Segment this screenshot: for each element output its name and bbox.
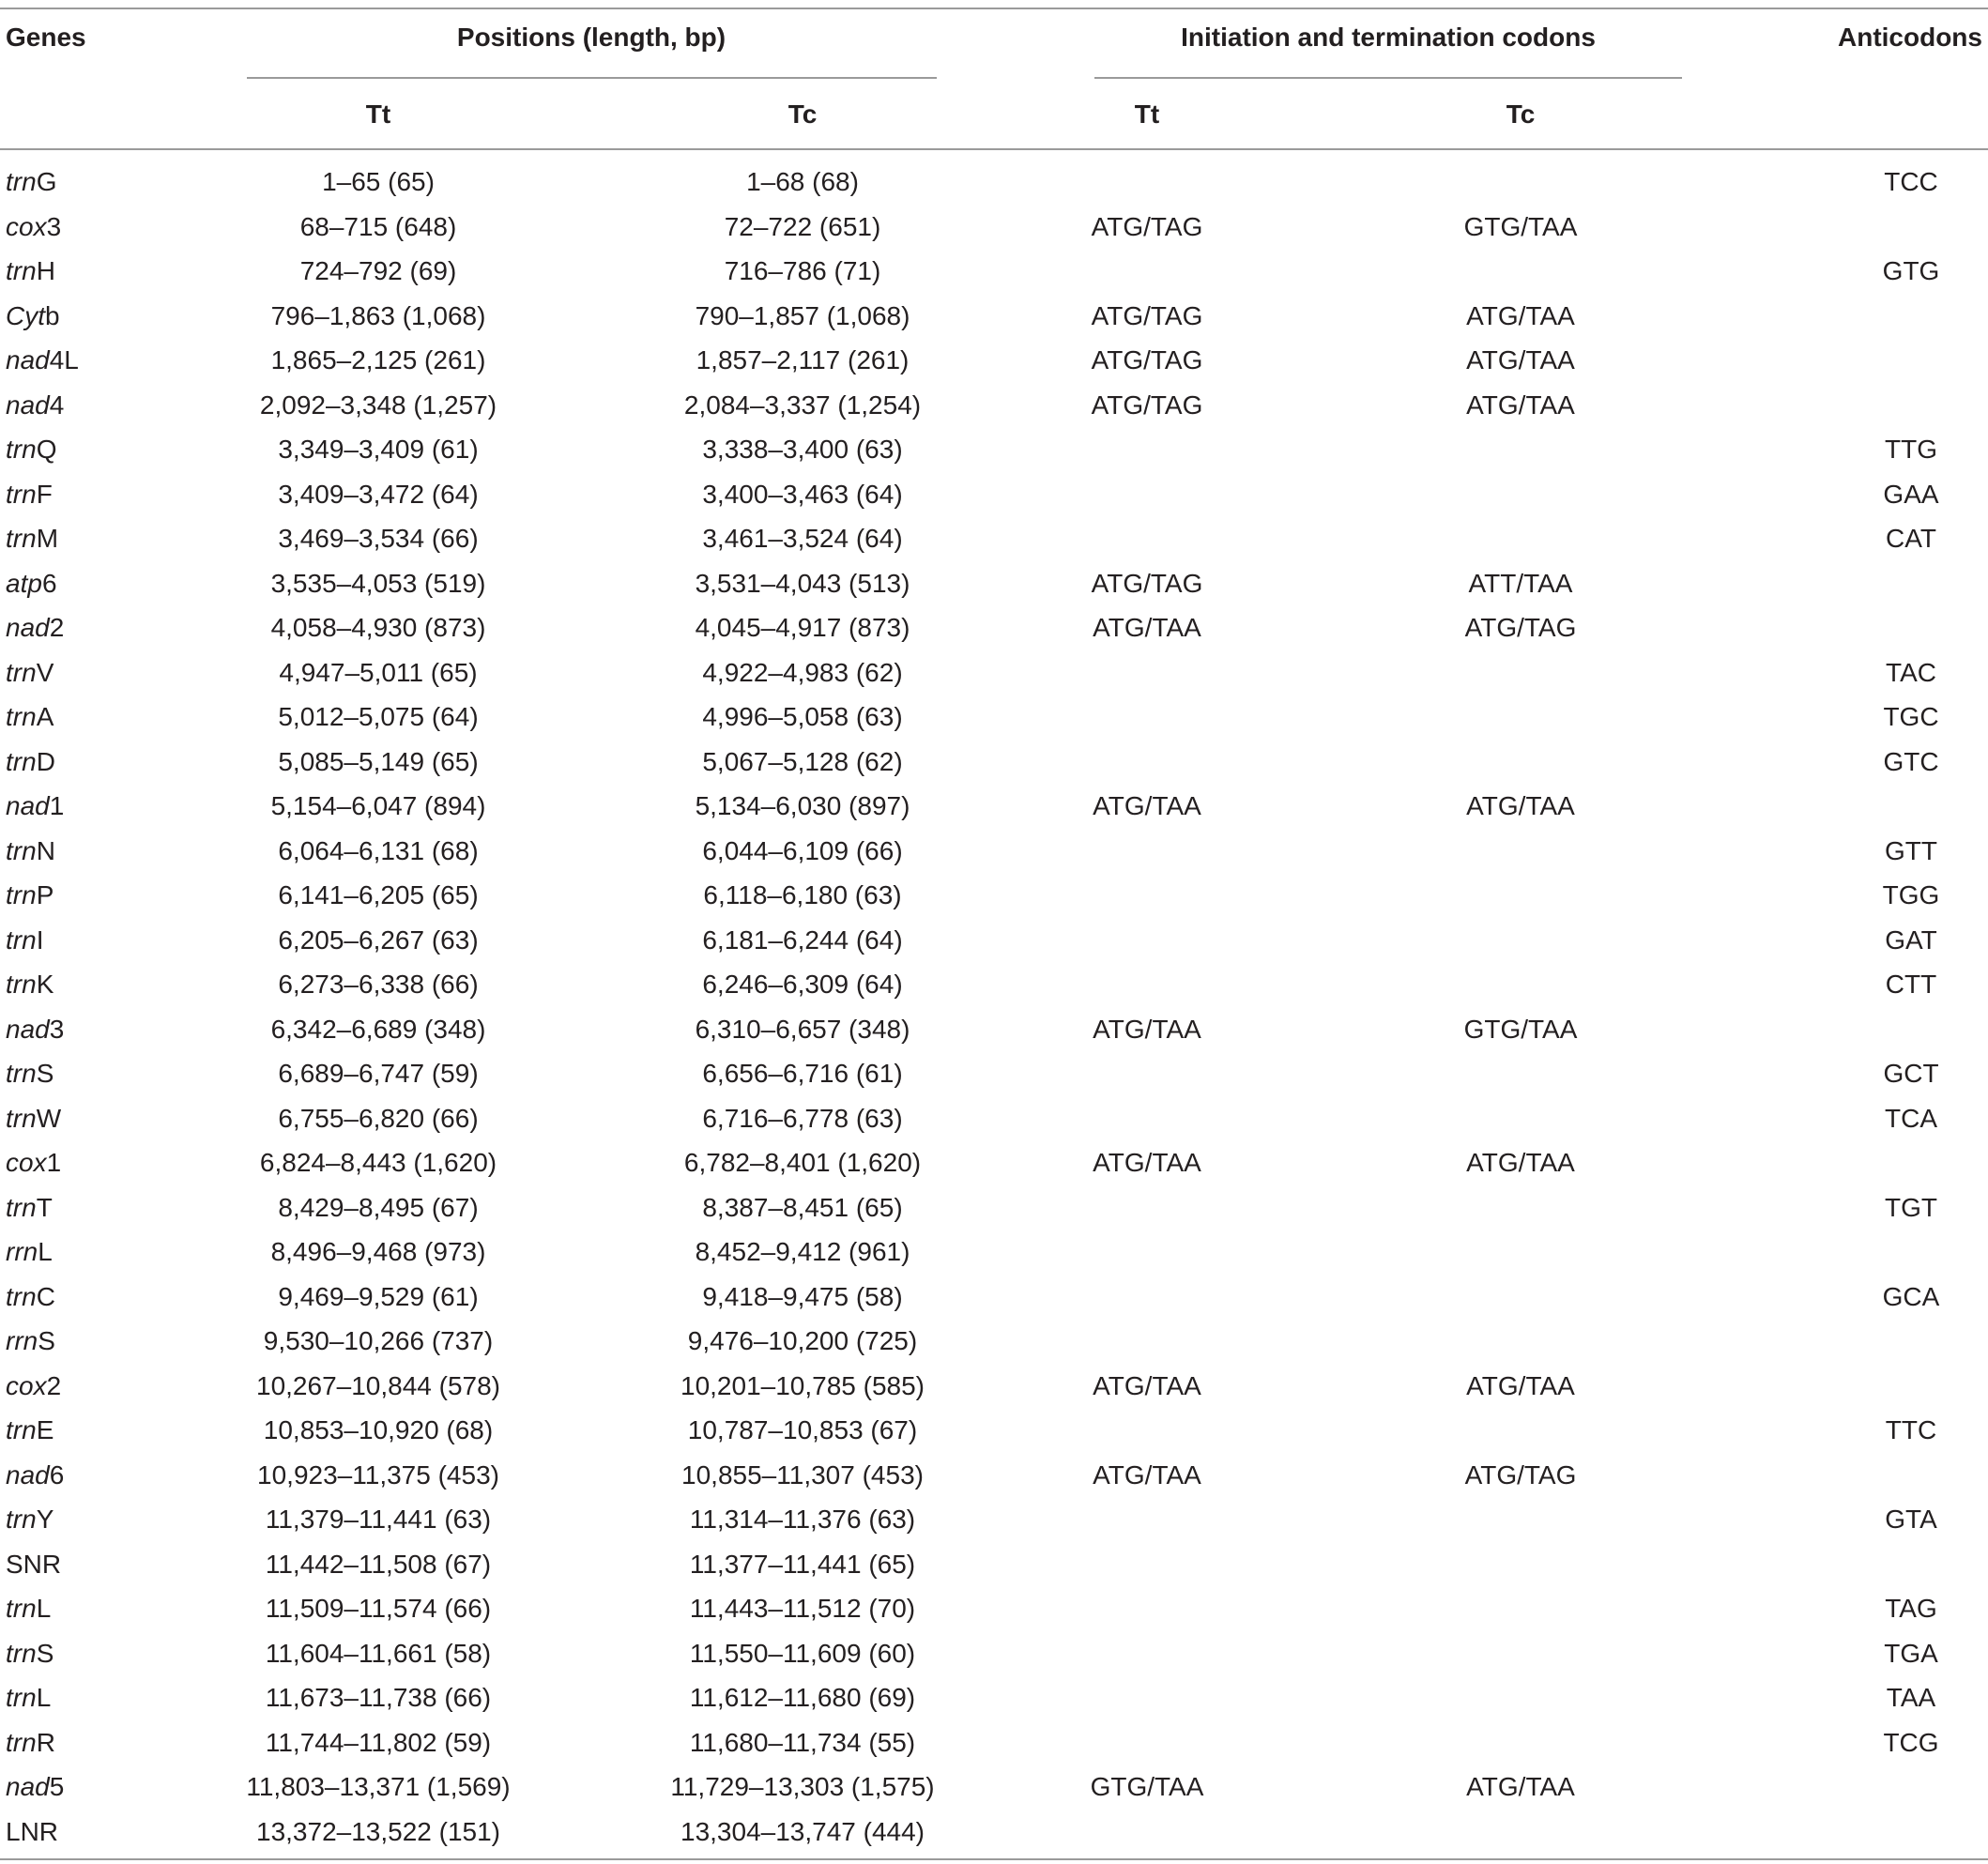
table-row bbox=[0, 1631, 1988, 1676]
codon-tt: ATG/TAG bbox=[1091, 568, 1203, 598]
gene-suffix: F bbox=[36, 479, 53, 509]
codon-tt: ATG/TAA bbox=[1093, 613, 1201, 642]
position-tc: 4,996–5,058 (63) bbox=[702, 702, 903, 731]
position-tt: 6,689–6,747 (59) bbox=[278, 1059, 479, 1088]
table-row bbox=[0, 1230, 1988, 1275]
position-tt: 5,154–6,047 (894) bbox=[270, 791, 486, 820]
position-tt: 13,372–13,522 (151) bbox=[256, 1816, 500, 1846]
position-tt: 724–792 (69) bbox=[299, 256, 457, 285]
gene-prefix: trn bbox=[6, 1727, 37, 1757]
position-tc: 8,387–8,451 (65) bbox=[702, 1192, 903, 1222]
anticodon: GAT bbox=[1885, 924, 1937, 955]
codon-tt: ATG/TAA bbox=[1093, 1370, 1201, 1400]
table-row bbox=[0, 695, 1988, 740]
gene-suffix: C bbox=[36, 1281, 55, 1311]
header-genes: Genes bbox=[6, 23, 86, 52]
position-tc: 11,729–13,303 (1,575) bbox=[670, 1772, 935, 1801]
gene-name bbox=[6, 431, 56, 468]
anticodon: TGG bbox=[1882, 880, 1940, 909]
gene-prefix: trn bbox=[6, 1281, 37, 1311]
gene-suffix: 4 bbox=[49, 390, 65, 420]
anticodon: TAG bbox=[1885, 1594, 1937, 1623]
table-row bbox=[0, 1765, 1988, 1810]
gene-prefix: nad bbox=[6, 390, 50, 420]
position-tc: 6,782–8,401 (1,620) bbox=[683, 1148, 922, 1177]
position-tt: 10,853–10,920 (68) bbox=[263, 1415, 494, 1444]
position-tt: 68–715 (648) bbox=[299, 211, 457, 241]
gene-suffix: K bbox=[36, 970, 54, 999]
gene-name bbox=[6, 163, 56, 201]
gene-suffix: 4L bbox=[49, 345, 79, 374]
gene-prefix: atp bbox=[6, 568, 42, 598]
position-tc: 1–68 (68) bbox=[746, 167, 859, 196]
anticodon: GTT bbox=[1885, 835, 1937, 865]
table-row bbox=[0, 1319, 1988, 1364]
position-tc: 3,461–3,524 (64) bbox=[702, 524, 903, 553]
gene-prefix: trn bbox=[6, 524, 37, 553]
gene-suffix: R bbox=[36, 1727, 55, 1757]
gene-name bbox=[6, 1189, 53, 1227]
gene-prefix: nad bbox=[6, 1459, 50, 1490]
position-tc: 6,310–6,657 (348) bbox=[695, 1014, 910, 1044]
gene-prefix: trn bbox=[6, 702, 37, 731]
position-tc: 716–786 (71) bbox=[724, 256, 881, 285]
codon-tc: ATG/TAA bbox=[1466, 791, 1575, 820]
table-row bbox=[0, 472, 1988, 517]
position-tt: 1–65 (65) bbox=[322, 167, 435, 196]
gene-suffix: 2 bbox=[46, 1370, 62, 1400]
gene-prefix: trn bbox=[6, 1683, 37, 1712]
gene-name bbox=[6, 387, 64, 424]
gene-suffix: V bbox=[36, 657, 54, 687]
gene-prefix: rrn bbox=[6, 1237, 38, 1266]
gene-name bbox=[6, 1590, 51, 1627]
position-tt: 1,865–2,125 (261) bbox=[270, 345, 486, 374]
position-tc: 4,922–4,983 (62) bbox=[702, 657, 903, 687]
gene-suffix: P bbox=[36, 880, 54, 909]
gene-suffix: L bbox=[38, 1237, 53, 1266]
position-tt: 6,824–8,443 (1,620) bbox=[259, 1148, 497, 1177]
position-tc: 11,550–11,609 (60) bbox=[689, 1638, 916, 1668]
gene-name bbox=[6, 922, 43, 959]
position-tc: 5,134–6,030 (897) bbox=[695, 791, 910, 820]
anticodon: CAT bbox=[1886, 524, 1936, 553]
gene-suffix: M bbox=[36, 524, 59, 553]
gene-name bbox=[6, 1367, 61, 1405]
codon-tt: ATG/TAG bbox=[1091, 390, 1203, 420]
position-tt: 11,509–11,574 (66) bbox=[265, 1594, 492, 1623]
gene-suffix: W bbox=[36, 1103, 62, 1133]
position-tc: 6,246–6,309 (64) bbox=[702, 970, 903, 999]
table-row bbox=[0, 1586, 1988, 1631]
gene-prefix: cox bbox=[6, 1370, 47, 1400]
table-row bbox=[0, 1140, 1988, 1185]
gene-prefix: trn bbox=[6, 1059, 37, 1088]
gene-suffix: S bbox=[38, 1326, 55, 1355]
position-tc: 6,118–6,180 (63) bbox=[703, 880, 902, 909]
gene-name bbox=[6, 1011, 64, 1048]
table-row bbox=[0, 160, 1988, 205]
gene-suffix: A bbox=[36, 702, 54, 731]
gene-suffix: 3 bbox=[49, 1014, 65, 1044]
gene-prefix: nad bbox=[6, 613, 50, 642]
anticodon: TCG bbox=[1883, 1727, 1939, 1757]
top-rule bbox=[0, 8, 1988, 9]
position-tc: 2,084–3,337 (1,254) bbox=[683, 390, 922, 420]
gene-prefix: rrn bbox=[6, 1326, 38, 1355]
anticodon: TTG bbox=[1885, 435, 1937, 464]
gene-prefix: trn bbox=[6, 1415, 37, 1444]
gene-name bbox=[6, 1412, 54, 1449]
position-tc: 6,044–6,109 (66) bbox=[702, 835, 903, 865]
codon-tt: ATG/TAG bbox=[1091, 211, 1203, 241]
position-tt: 9,469–9,529 (61) bbox=[278, 1281, 479, 1311]
gene-suffix: S bbox=[36, 1638, 54, 1668]
gene-prefix: trn bbox=[6, 1505, 37, 1534]
position-tt: 8,429–8,495 (67) bbox=[278, 1192, 479, 1222]
table-row bbox=[0, 427, 1988, 472]
position-tt: 6,205–6,267 (63) bbox=[278, 924, 479, 955]
table-row bbox=[0, 1364, 1988, 1409]
gene-name bbox=[6, 565, 57, 603]
table-row bbox=[0, 1453, 1988, 1498]
gene-suffix: 1 bbox=[46, 1148, 62, 1177]
table-row bbox=[0, 249, 1988, 294]
table-row bbox=[0, 1497, 1988, 1542]
gene-suffix: 6 bbox=[49, 1459, 65, 1490]
table-row bbox=[0, 918, 1988, 963]
gene-prefix: trn bbox=[6, 435, 37, 464]
anticodon: CTT bbox=[1885, 970, 1937, 999]
position-tc: 10,787–10,853 (67) bbox=[687, 1415, 918, 1444]
table-row bbox=[0, 1810, 1988, 1855]
anticodon: TGA bbox=[1884, 1638, 1938, 1668]
gene-prefix: nad bbox=[6, 345, 50, 374]
gene-name bbox=[6, 1457, 64, 1494]
gene-name bbox=[6, 877, 54, 914]
position-tt: 5,085–5,149 (65) bbox=[278, 746, 479, 776]
table-row bbox=[0, 1007, 1988, 1052]
gene-suffix: 3 bbox=[46, 211, 62, 241]
position-tc: 6,656–6,716 (61) bbox=[702, 1059, 903, 1088]
gene-prefix: trn bbox=[6, 1638, 37, 1668]
gene-name bbox=[6, 520, 58, 558]
table-row bbox=[0, 383, 1988, 428]
position-tc: 8,452–9,412 (961) bbox=[695, 1237, 910, 1266]
table-row bbox=[0, 962, 1988, 1007]
position-tc: 3,338–3,400 (63) bbox=[702, 435, 903, 464]
table-row bbox=[0, 205, 1988, 250]
gene-name bbox=[6, 298, 60, 335]
gene-suffix: SNR bbox=[6, 1549, 62, 1579]
codon-tc: ATG/TAG bbox=[1464, 1459, 1577, 1490]
table-row bbox=[0, 873, 1988, 918]
gene-name bbox=[6, 476, 53, 513]
position-tt: 11,442–11,508 (67) bbox=[265, 1549, 492, 1579]
gene-name bbox=[6, 208, 61, 246]
position-tc: 3,400–3,463 (64) bbox=[702, 479, 903, 509]
position-tc: 10,855–11,307 (453) bbox=[681, 1459, 924, 1490]
gene-name bbox=[6, 787, 64, 825]
gene-suffix: 6 bbox=[41, 568, 57, 598]
gene-prefix: nad bbox=[6, 1772, 50, 1801]
gene-name bbox=[6, 743, 55, 781]
gene-prefix: nad bbox=[6, 791, 50, 820]
gene-name bbox=[6, 698, 54, 736]
table-row bbox=[0, 294, 1988, 339]
gene-prefix: trn bbox=[6, 1103, 37, 1133]
gene-suffix: 5 bbox=[49, 1772, 65, 1801]
position-tc: 13,304–13,747 (444) bbox=[681, 1816, 925, 1846]
position-tt: 3,349–3,409 (61) bbox=[278, 435, 479, 464]
position-tc: 5,067–5,128 (62) bbox=[702, 746, 903, 776]
position-tt: 6,273–6,338 (66) bbox=[278, 970, 479, 999]
gene-suffix: T bbox=[36, 1192, 53, 1222]
position-tc: 10,201–10,785 (585) bbox=[681, 1370, 925, 1400]
subheader-codons-tt: Tt bbox=[1134, 99, 1160, 129]
position-tc: 9,476–10,200 (725) bbox=[687, 1326, 918, 1355]
position-tc: 11,314–11,376 (63) bbox=[689, 1505, 916, 1534]
gene-name bbox=[6, 1233, 53, 1271]
position-tc: 6,181–6,244 (64) bbox=[702, 924, 903, 955]
gene-name bbox=[6, 966, 54, 1003]
position-tt: 11,379–11,441 (63) bbox=[265, 1505, 492, 1534]
codon-tc: ATG/TAA bbox=[1466, 390, 1575, 420]
position-tt: 10,267–10,844 (578) bbox=[256, 1370, 500, 1400]
codon-tt: ATG/TAG bbox=[1091, 345, 1203, 374]
positions-group-rule bbox=[247, 77, 937, 79]
position-tc: 11,443–11,512 (70) bbox=[689, 1594, 916, 1623]
gene-suffix: D bbox=[36, 746, 55, 776]
codon-tc: ATG/TAA bbox=[1466, 1772, 1575, 1801]
position-tt: 11,803–13,371 (1,569) bbox=[246, 1772, 511, 1801]
anticodon: GTG bbox=[1882, 256, 1940, 285]
position-tt: 6,064–6,131 (68) bbox=[278, 835, 479, 865]
gene-prefix: cox bbox=[6, 1148, 47, 1177]
codon-tc: ATG/TAA bbox=[1466, 300, 1575, 330]
table-row bbox=[0, 1675, 1988, 1720]
codon-tt: ATG/TAG bbox=[1091, 300, 1203, 330]
gene-name bbox=[6, 1100, 61, 1138]
position-tt: 11,744–11,802 (59) bbox=[265, 1727, 492, 1757]
gene-name bbox=[6, 609, 64, 647]
position-tt: 6,141–6,205 (65) bbox=[278, 880, 479, 909]
gene-suffix: G bbox=[36, 167, 57, 196]
codon-tt: ATG/TAA bbox=[1093, 791, 1201, 820]
table-row bbox=[0, 650, 1988, 695]
gene-suffix: Q bbox=[36, 435, 57, 464]
codon-tc: ATG/TAA bbox=[1466, 1148, 1575, 1177]
gene-prefix: cox bbox=[6, 211, 47, 241]
subheader-positions-tt: Tt bbox=[365, 99, 391, 129]
gene-prefix: nad bbox=[6, 1014, 50, 1044]
table-row bbox=[0, 829, 1988, 874]
anticodon: TTC bbox=[1885, 1415, 1937, 1444]
table-row bbox=[0, 1542, 1988, 1587]
position-tc: 11,612–11,680 (69) bbox=[689, 1683, 916, 1712]
gene-prefix: trn bbox=[6, 1192, 37, 1222]
gene-suffix: S bbox=[36, 1059, 54, 1088]
gene-prefix: trn bbox=[6, 479, 37, 509]
position-tc: 4,045–4,917 (873) bbox=[695, 613, 910, 642]
gene-suffix: Y bbox=[36, 1505, 54, 1534]
position-tc: 3,531–4,043 (513) bbox=[695, 568, 910, 598]
gene-name bbox=[6, 342, 79, 379]
table-row bbox=[0, 1720, 1988, 1765]
gene-suffix: 1 bbox=[49, 791, 65, 820]
header-codons: Initiation and termination codons bbox=[1181, 23, 1596, 52]
gene-name bbox=[6, 1278, 55, 1316]
anticodon: TAA bbox=[1886, 1683, 1936, 1712]
anticodon: GTA bbox=[1885, 1505, 1937, 1534]
table-row bbox=[0, 784, 1988, 829]
anticodon: TCA bbox=[1885, 1103, 1937, 1133]
gene-name bbox=[6, 1144, 61, 1182]
codon-tc: ATG/TAA bbox=[1466, 1370, 1575, 1400]
gene-name bbox=[6, 654, 54, 692]
gene-suffix: N bbox=[36, 835, 55, 865]
table-row bbox=[0, 338, 1988, 383]
anticodon: GCA bbox=[1882, 1281, 1940, 1311]
gene-name bbox=[6, 1546, 61, 1583]
position-tc: 72–722 (651) bbox=[724, 211, 881, 241]
codons-group-rule bbox=[1094, 77, 1682, 79]
position-tc: 790–1,857 (1,068) bbox=[695, 300, 910, 330]
table-row bbox=[0, 1408, 1988, 1453]
anticodon: TCC bbox=[1884, 167, 1938, 196]
position-tt: 9,530–10,266 (737) bbox=[263, 1326, 494, 1355]
codon-tc: ATG/TAG bbox=[1464, 613, 1577, 642]
gene-prefix: trn bbox=[6, 657, 37, 687]
position-tt: 4,058–4,930 (873) bbox=[270, 613, 486, 642]
gene-suffix: LNR bbox=[6, 1816, 59, 1846]
position-tc: 9,418–9,475 (58) bbox=[702, 1281, 903, 1311]
gene-prefix: trn bbox=[6, 746, 37, 776]
gene-name bbox=[6, 1813, 58, 1851]
position-tc: 11,377–11,441 (65) bbox=[689, 1549, 916, 1579]
anticodon: TGC bbox=[1883, 702, 1939, 731]
codon-tt: ATG/TAA bbox=[1093, 1014, 1201, 1044]
position-tt: 8,496–9,468 (973) bbox=[270, 1237, 486, 1266]
position-tt: 11,673–11,738 (66) bbox=[265, 1683, 492, 1712]
codon-tt: GTG/TAA bbox=[1090, 1772, 1204, 1801]
gene-name bbox=[6, 1724, 55, 1762]
gene-name bbox=[6, 1679, 51, 1717]
position-tt: 796–1,863 (1,068) bbox=[270, 300, 486, 330]
gene-name bbox=[6, 833, 55, 870]
gene-suffix: H bbox=[36, 256, 55, 285]
gene-suffix: b bbox=[45, 300, 60, 330]
position-tt: 11,604–11,661 (58) bbox=[265, 1638, 492, 1668]
gene-suffix: L bbox=[36, 1594, 52, 1623]
gene-suffix: 2 bbox=[49, 613, 65, 642]
position-tc: 6,716–6,778 (63) bbox=[702, 1103, 903, 1133]
subheader-positions-tc: Tc bbox=[788, 99, 818, 129]
gene-prefix: trn bbox=[6, 1594, 37, 1623]
anticodon: TAC bbox=[1886, 657, 1936, 687]
position-tc: 1,857–2,117 (261) bbox=[696, 345, 910, 374]
position-tt: 6,755–6,820 (66) bbox=[278, 1103, 479, 1133]
position-tt: 6,342–6,689 (348) bbox=[270, 1014, 486, 1044]
gene-suffix: I bbox=[36, 924, 44, 955]
codon-tt: ATG/TAA bbox=[1093, 1148, 1201, 1177]
subheader-codons-tc: Tc bbox=[1506, 99, 1536, 129]
gene-name bbox=[6, 252, 55, 290]
codon-tc: GTG/TAA bbox=[1463, 1014, 1578, 1044]
codon-tc: ATG/TAA bbox=[1466, 345, 1575, 374]
gene-name bbox=[6, 1322, 55, 1360]
position-tt: 3,535–4,053 (519) bbox=[270, 568, 486, 598]
gene-prefix: trn bbox=[6, 970, 37, 999]
table-row bbox=[0, 516, 1988, 561]
header-anticodons: Anticodons bbox=[1838, 23, 1982, 52]
gene-prefix: trn bbox=[6, 256, 37, 285]
position-tt: 4,947–5,011 (65) bbox=[279, 657, 478, 687]
position-tt: 3,469–3,534 (66) bbox=[278, 524, 479, 553]
anticodon: GCT bbox=[1883, 1059, 1939, 1088]
anticodon: TGT bbox=[1885, 1192, 1937, 1222]
gene-name bbox=[6, 1635, 54, 1673]
position-tc: 11,680–11,734 (55) bbox=[689, 1727, 916, 1757]
codon-tc: ATT/TAA bbox=[1468, 568, 1573, 598]
table-row bbox=[0, 740, 1988, 785]
position-tt: 2,092–3,348 (1,257) bbox=[259, 390, 497, 420]
gene-prefix: trn bbox=[6, 924, 37, 955]
gene-prefix: Cyt bbox=[6, 300, 45, 330]
position-tt: 3,409–3,472 (64) bbox=[278, 479, 479, 509]
codon-tt: ATG/TAA bbox=[1093, 1459, 1201, 1490]
gene-suffix: L bbox=[36, 1683, 52, 1712]
codon-tc: GTG/TAA bbox=[1463, 211, 1578, 241]
gene-name bbox=[6, 1501, 54, 1538]
gene-prefix: trn bbox=[6, 167, 37, 196]
position-tt: 5,012–5,075 (64) bbox=[278, 702, 479, 731]
table-row bbox=[0, 1185, 1988, 1230]
gene-name bbox=[6, 1768, 64, 1806]
anticodon: GAA bbox=[1883, 479, 1939, 509]
gene-prefix: trn bbox=[6, 835, 37, 865]
bottom-rule bbox=[0, 1858, 1988, 1860]
gene-suffix: E bbox=[36, 1415, 54, 1444]
table-row bbox=[0, 1275, 1988, 1320]
anticodon: GTC bbox=[1883, 746, 1939, 776]
table-row bbox=[0, 1096, 1988, 1141]
table-row bbox=[0, 1051, 1988, 1096]
header-positions: Positions (length, bp) bbox=[456, 23, 726, 52]
header-rule bbox=[0, 148, 1988, 150]
position-tt: 10,923–11,375 (453) bbox=[257, 1459, 499, 1490]
table-row bbox=[0, 561, 1988, 606]
gene-prefix: trn bbox=[6, 880, 37, 909]
gene-name bbox=[6, 1055, 54, 1092]
table-row bbox=[0, 605, 1988, 650]
